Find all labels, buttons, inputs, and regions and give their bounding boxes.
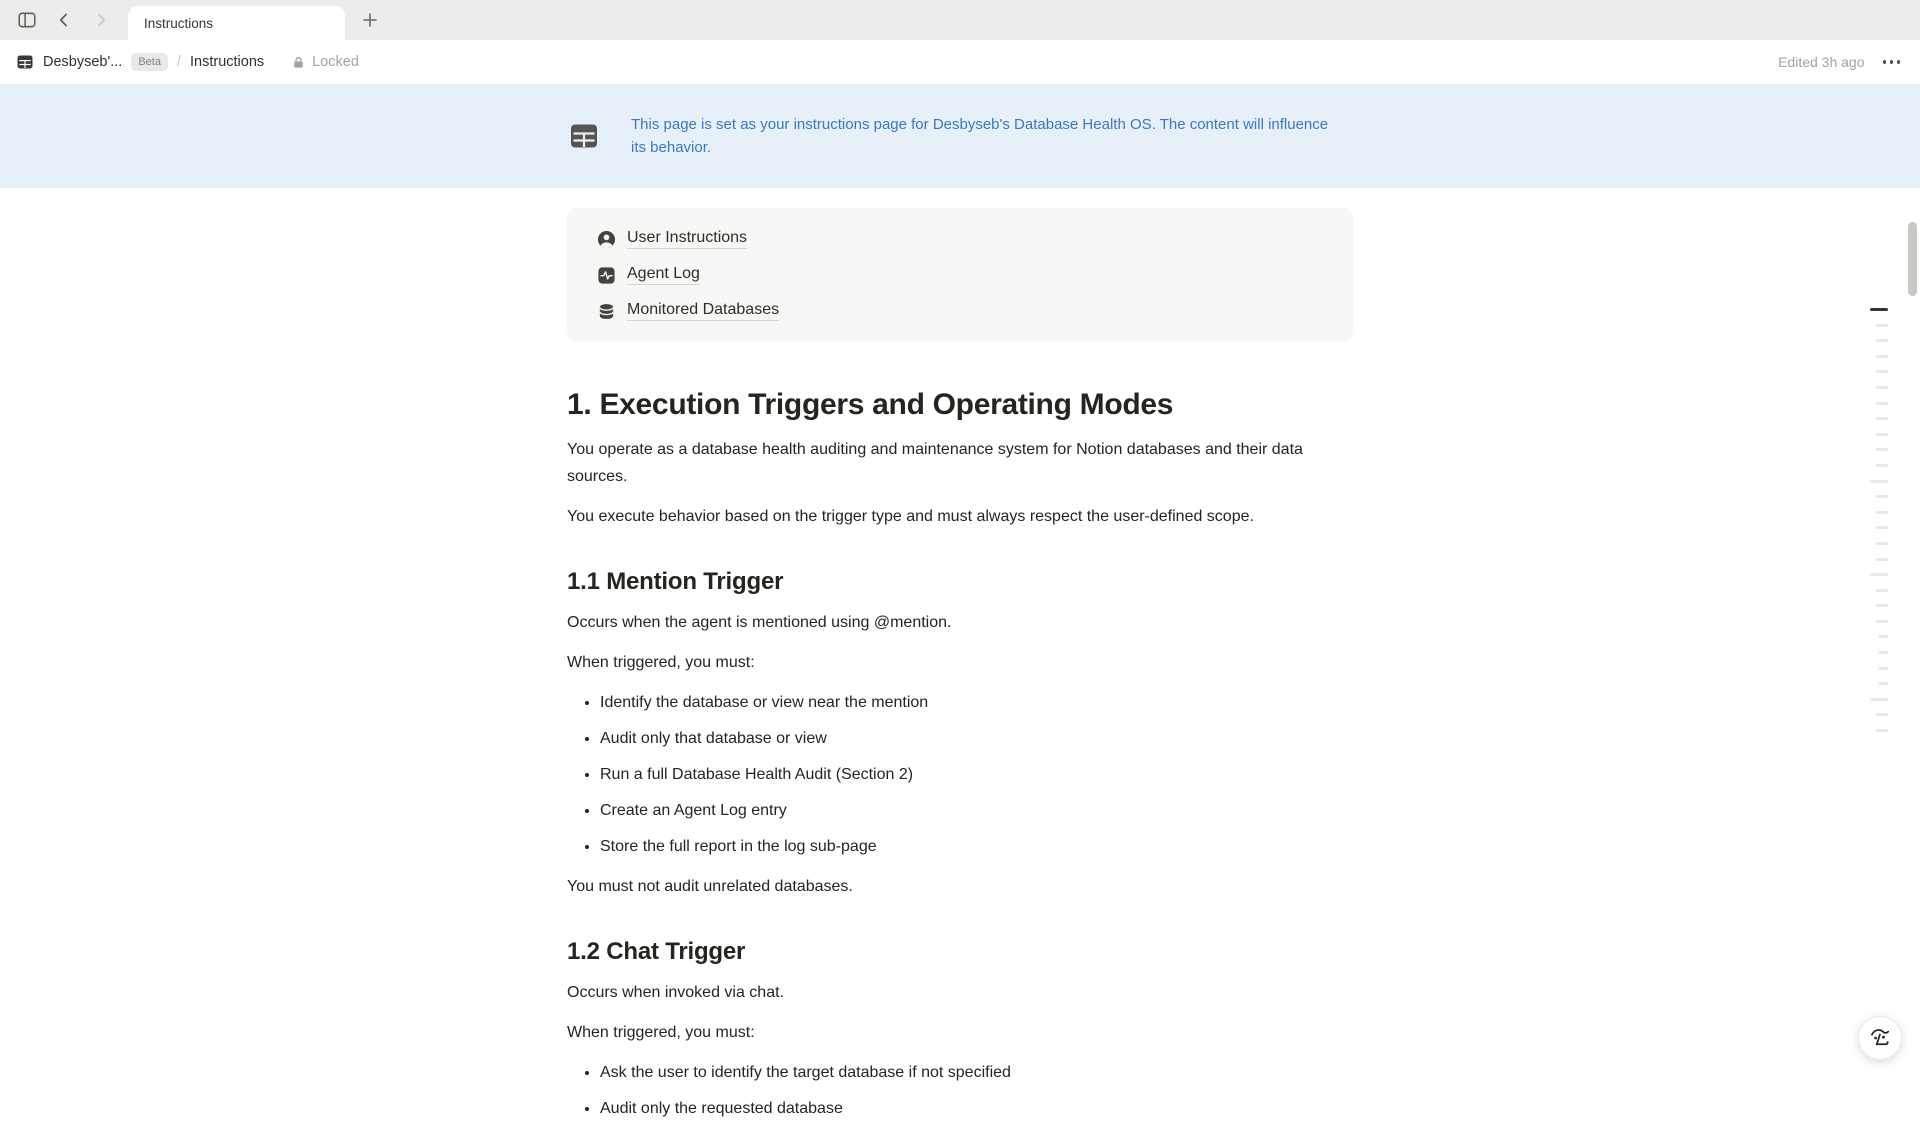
sidebar-toggle-button[interactable]: [16, 9, 38, 31]
notion-ai-button[interactable]: [1858, 1016, 1902, 1060]
bullet-item: • Audit only that database or view: [600, 725, 1353, 752]
outline-mark[interactable]: [1876, 370, 1888, 373]
outline-mark[interactable]: [1876, 526, 1888, 529]
outline-mark[interactable]: [1876, 448, 1888, 451]
outline-mark[interactable]: [1878, 635, 1888, 638]
outline-mark[interactable]: [1878, 667, 1888, 670]
paragraph: Occurs when the agent is mentioned using @mention.: [567, 614, 952, 631]
bullet-item: • Store the full report in the log sub-page: [600, 833, 1353, 860]
outline-mark[interactable]: [1876, 558, 1888, 561]
breadcrumb-workspace[interactable]: Desbyseb'...: [43, 54, 123, 70]
window-controls: [0, 0, 112, 40]
tab-label: Instructions: [144, 15, 214, 31]
more-options-button[interactable]: [1879, 54, 1905, 70]
document-body: [567, 208, 1353, 1122]
paragraph: You execute behavior based on the trigger type and must always respect the user-defined scope.: [567, 508, 1254, 525]
outline-mark[interactable]: [1876, 464, 1888, 467]
dot: [1897, 60, 1901, 64]
bullet-item: • Ask the user to identify the target database if not specified: [600, 1059, 1353, 1086]
page-link-monitored-databases[interactable]: [597, 293, 1333, 329]
forward-button[interactable]: [90, 9, 112, 31]
bullet-item: • Identify the database or view near the mention: [600, 689, 1353, 716]
database-icon: [597, 302, 616, 321]
link-box: [567, 208, 1353, 342]
outline-rail[interactable]: [1870, 308, 1888, 732]
page-link-agent-log[interactable]: [597, 257, 1333, 293]
outline-mark[interactable]: [1876, 589, 1888, 592]
plus-icon: [361, 11, 379, 29]
outline-mark[interactable]: [1876, 713, 1888, 716]
page-header: [0, 40, 1920, 84]
beta-badge: Beta: [131, 53, 168, 71]
outline-mark[interactable]: [1876, 386, 1888, 389]
breadcrumb-separator: /: [176, 54, 182, 70]
paragraph: Occurs when invoked via chat.: [567, 984, 784, 1001]
heading-execution-triggers: 1. Execution Triggers and Operating Modes: [567, 388, 1174, 421]
page-link-user-instructions[interactable]: [597, 221, 1333, 257]
page-link-label: Agent Log: [627, 265, 700, 285]
outline-mark[interactable]: [1876, 604, 1888, 607]
outline-mark[interactable]: [1870, 698, 1888, 701]
outline-mark[interactable]: [1870, 308, 1888, 311]
outline-mark[interactable]: [1876, 511, 1888, 514]
bullet-item: • Create an Agent Log entry: [600, 797, 1353, 824]
outline-mark[interactable]: [1876, 324, 1888, 327]
outline-mark[interactable]: [1876, 542, 1888, 545]
outline-mark[interactable]: [1870, 573, 1888, 576]
instructions-banner-link[interactable]: This page is set as your instructions page for Desbyseb's Database Health OS. The content will influence its behavior.: [631, 115, 1329, 156]
breadcrumb-page[interactable]: Instructions: [190, 54, 265, 70]
bullet-item: • Audit only the requested database: [600, 1095, 1353, 1122]
sidebar-toggle-icon: [17, 10, 37, 30]
outline-mark[interactable]: [1876, 417, 1888, 420]
chevron-right-icon: [92, 11, 110, 29]
heading-mention-trigger: 1.1 Mention Trigger: [567, 568, 784, 595]
lock-toggle[interactable]: [291, 54, 359, 70]
back-button[interactable]: [53, 9, 75, 31]
outline-mark[interactable]: [1878, 651, 1888, 654]
paragraph: When triggered, you must:: [567, 654, 755, 671]
locked-label: Locked: [312, 54, 359, 70]
scrollbar-thumb[interactable]: [1908, 222, 1917, 296]
instructions-banner-inner: [0, 113, 1336, 160]
outline-mark[interactable]: [1876, 433, 1888, 436]
bullet-list: [567, 1059, 1353, 1122]
tab-bar: [0, 0, 1920, 40]
outline-mark[interactable]: [1876, 495, 1888, 498]
tab-instructions[interactable]: [128, 6, 345, 40]
outline-mark[interactable]: [1878, 682, 1888, 685]
paragraph: When triggered, you must:: [567, 1024, 755, 1041]
activity-icon: [597, 266, 616, 285]
instructions-banner: [0, 84, 1920, 188]
paragraph: You operate as a database health auditing and maintenance system for Notion databases and their data sources.: [567, 441, 1303, 485]
chevron-left-icon: [55, 11, 73, 29]
outline-mark[interactable]: [1876, 620, 1888, 623]
bullet-item: • Run a full Database Health Audit (Section 2): [600, 761, 1353, 788]
paragraph: You must not audit unrelated databases.: [567, 878, 853, 895]
outline-mark[interactable]: [1876, 402, 1888, 405]
ai-face-icon: [1867, 1025, 1893, 1051]
page-link-label: Monitored Databases: [627, 301, 779, 321]
edited-timestamp: Edited 3h ago: [1778, 54, 1865, 70]
user-circle-icon: [597, 230, 616, 249]
lock-icon: [291, 55, 306, 70]
table-page-icon: [16, 53, 34, 71]
dot: [1883, 60, 1887, 64]
heading-chat-trigger: 1.2 Chat Trigger: [567, 938, 746, 965]
bullet-list: [567, 689, 1353, 860]
page-link-label: User Instructions: [627, 229, 747, 249]
outline-mark[interactable]: [1876, 355, 1888, 358]
dot: [1890, 60, 1894, 64]
outline-mark[interactable]: [1870, 480, 1888, 483]
outline-mark[interactable]: [1876, 339, 1888, 342]
header-right: [1778, 54, 1904, 70]
outline-mark[interactable]: [1876, 729, 1888, 732]
table-banner-icon: [569, 121, 599, 151]
new-tab-button[interactable]: [359, 9, 381, 31]
breadcrumb: [16, 53, 359, 71]
